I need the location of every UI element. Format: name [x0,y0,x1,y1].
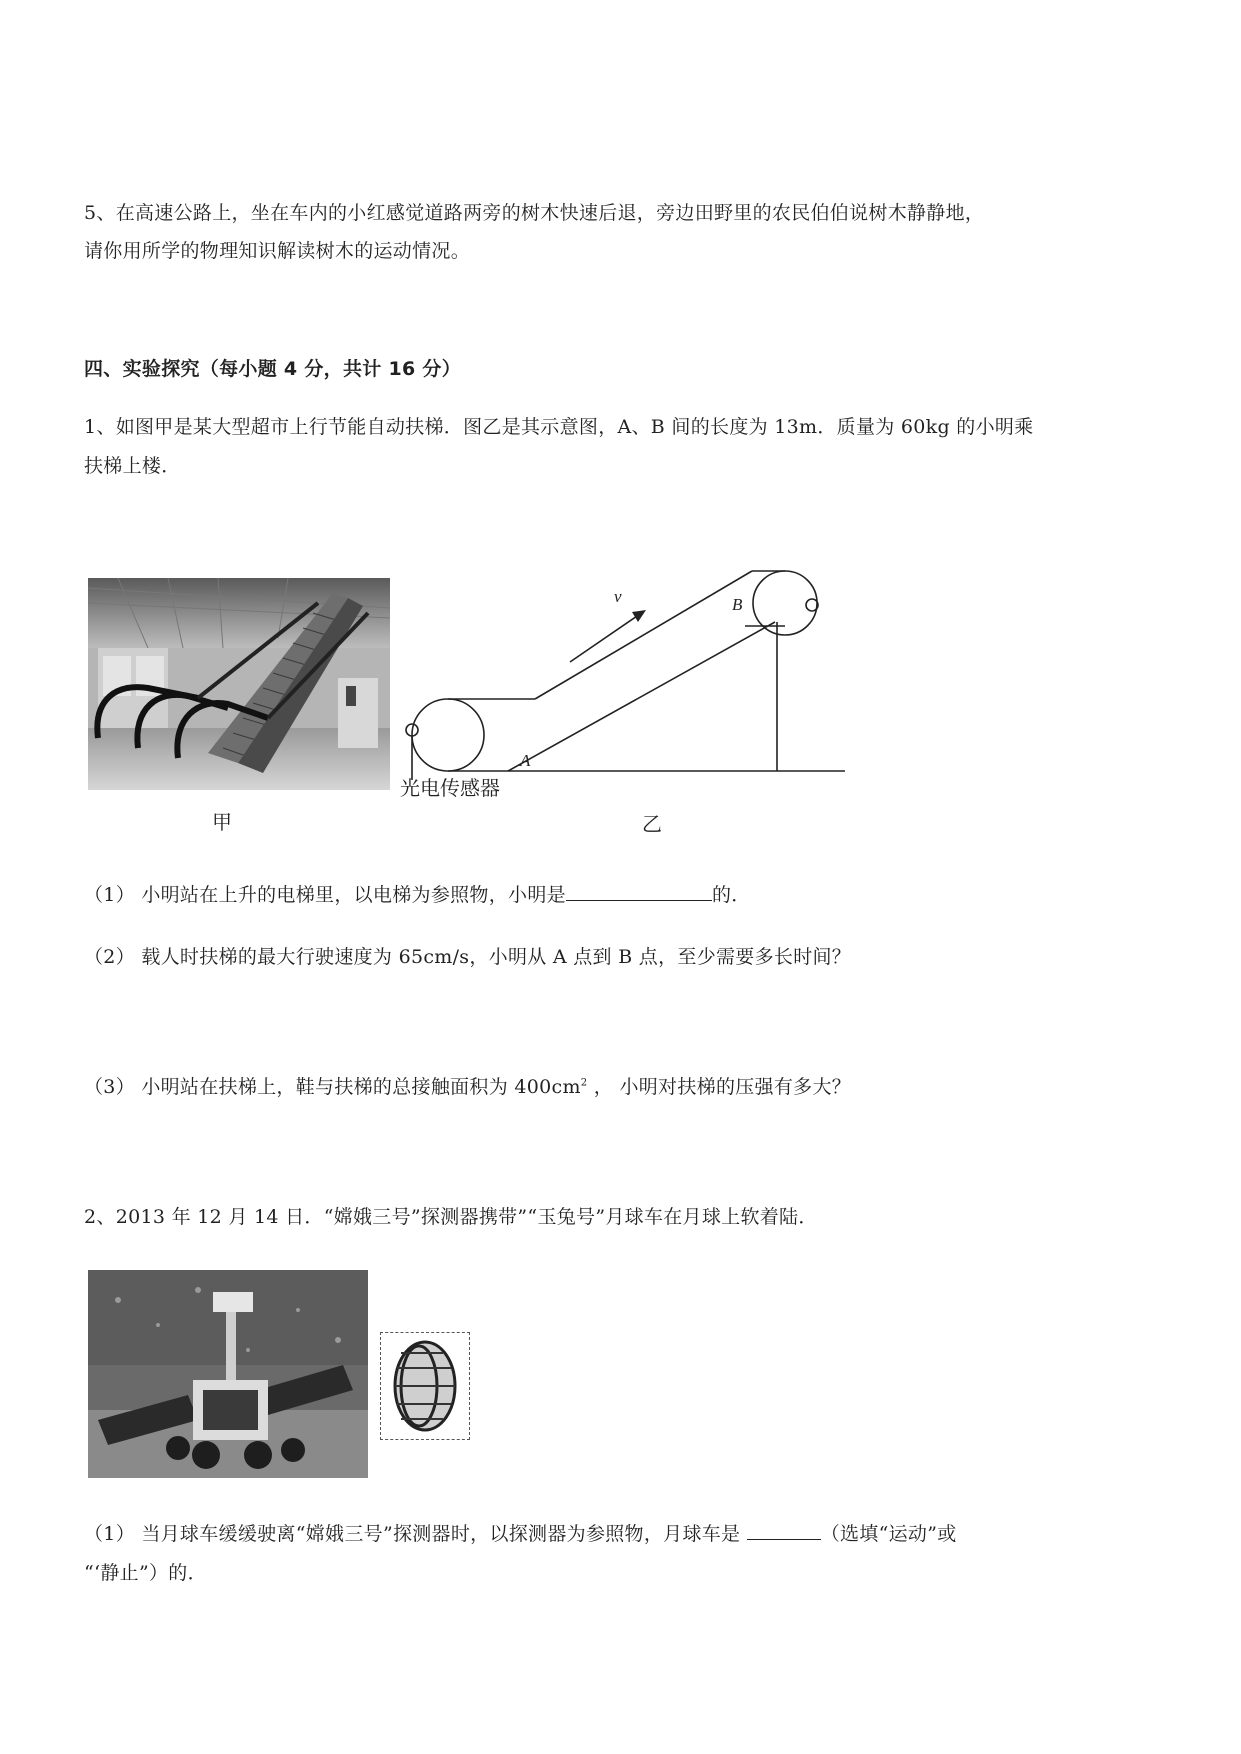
label-v: v [614,587,622,606]
figure-label-yi: 乙 [642,812,662,836]
p1-subq-3: （3） 小明站在扶梯上，鞋与扶梯的总接触面积为 $400cm^2$ ， 小明对扶梯的压强有多大？ [84,1076,852,1098]
lunar-rover-photo [88,1270,368,1478]
sensor-label: 光电传感器 [400,776,500,800]
q5-line-1: 5、在高速公路上，坐在车内的小红感觉道路两旁的树木快速后退，旁边田野里的农民伯伯说树木静静地， [84,202,985,224]
q5-line-2: 请你用所学的物理知识解读树木的运动情况。 [84,240,471,262]
p1-line-2: 扶梯上楼． [84,455,181,477]
p1-line-1: 1、如图甲是某大型超市上行节能自动扶梯．图乙是其示意图，A、B 间的长度为 13m．质量为 60kg 的小明乘 [84,416,1034,438]
p1-subq-2: （2） 载人时扶梯的最大行驶速度为 65cm/s，小明从 A 点到 B 点，至少需要多长时间？ [84,946,852,968]
rover-wheel-detail [380,1332,470,1440]
figure-label-jia: 甲 [212,810,232,834]
p2-line-1: 2、2013 年 12 月 14 日．“嫦娥三号”探测器携带”“玉兔号”月球车在月球上软着陆． [84,1206,818,1228]
escalator-photo [88,578,390,790]
answer-blank-1[interactable] [566,899,712,901]
label-a: A [520,751,531,770]
answer-blank-2[interactable] [747,1538,821,1540]
label-b: B [732,595,743,614]
section-heading: 四、实验探究（每小题 4 分，共计 16 分） [84,358,462,380]
p2-subq-1: （1） 当月球车缓缓驶离“嫦娥三号”探测器时，以探测器为参照物，月球车是 （选填“运动”或 [84,1523,957,1545]
p1-subq-1: （1） 小明站在上升的电梯里，以电梯为参照物，小明是 的． [84,884,751,906]
escalator-diagram [400,570,845,795]
p2-subq-1-line-2: “‘静止”）的． [84,1562,207,1584]
